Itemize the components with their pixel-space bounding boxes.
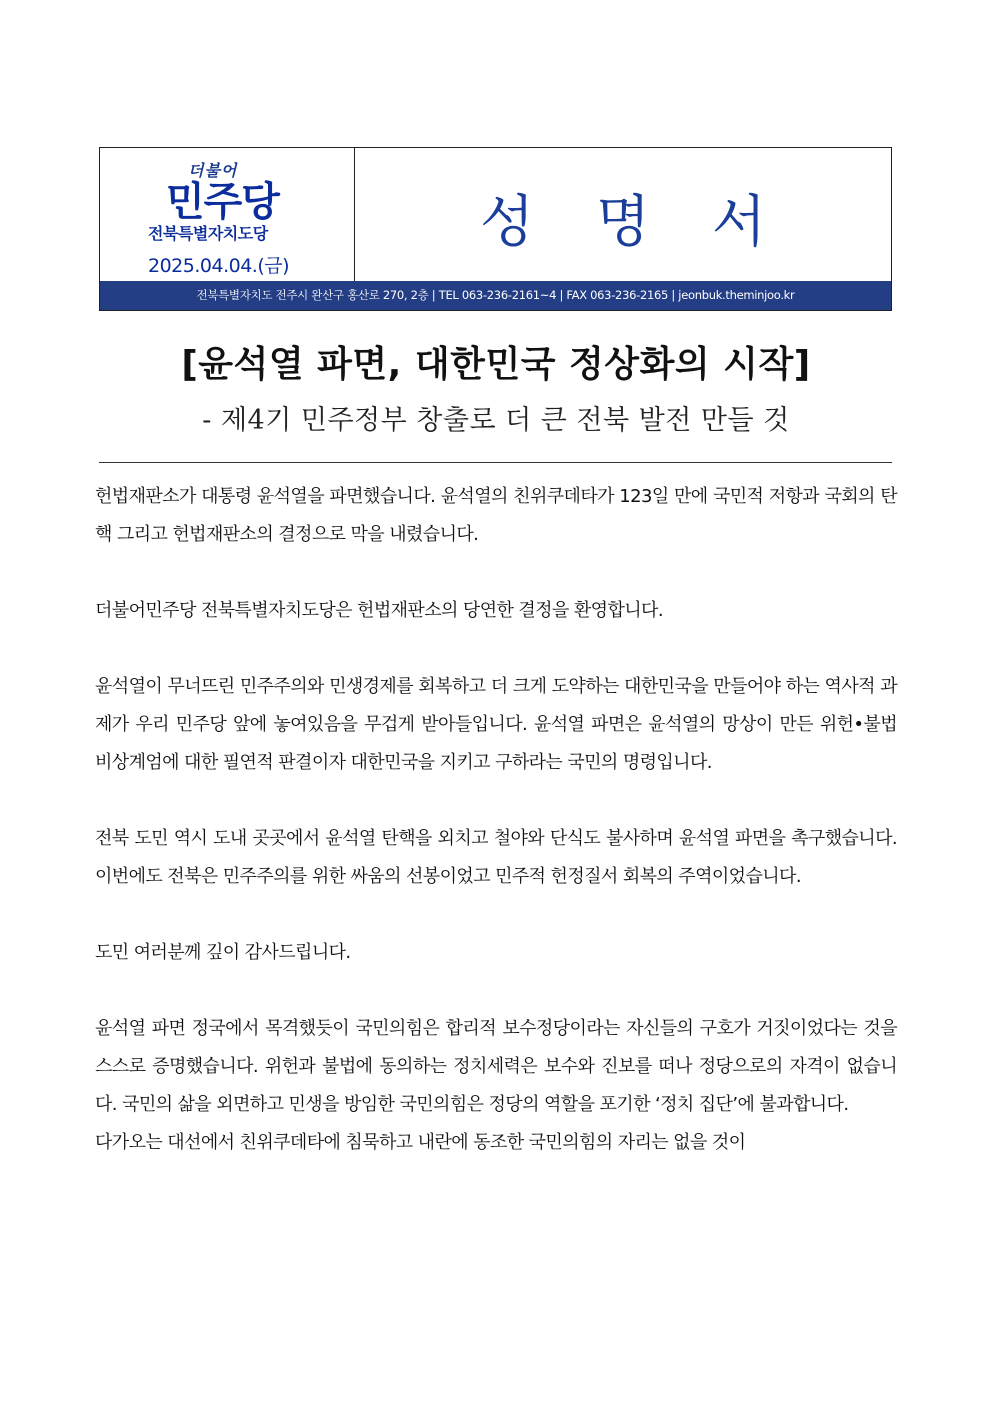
headline: [윤석열 파면, 대한민국 정상화의 시작] [181,344,811,385]
paragraph: 다가오는 대선에서 친위쿠데타에 침묵하고 내란에 동조한 국민의힘의 자리는 없을 것이 [95,1132,746,1153]
logo-branch-name: 전북특별자치도당 [148,224,268,243]
paragraph: 윤석열이 무너뜨린 민주주의와 민생경제를 회복하고 더 크게 도약하는 대한민국을 만들어야 하는 역사적 과제가 우리 민주당 앞에 놓여있음을 무겁게 받아들입니다. 윤석열 파면은 윤석열의 망상이 만든 위헌•불법 비상계엄에 대한 필연적 판결이자 대한민국을 지키고 구하라는 국민의 명령입니다. [95,676,897,773]
paragraph: 헌법재판소가 대통령 윤석열을 파면했습니다. 윤석열의 친위쿠데타가 123일 만에 국민적 저항과 국회의 탄핵 그리고 헌법재판소의 결정으로 막을 내렸습니다. [95,486,897,545]
letterhead [99,147,892,311]
letterhead-top [100,148,891,281]
contact-bar: 전북특별자치도 전주시 완산구 홍산로 270, 2층 | TEL 063-236-2161~4 | FAX 063-236-2165 | jeonbuk.theminjoo.kr [100,281,891,310]
paragraph: 전북 도민 역시 도내 곳곳에서 윤석열 탄핵을 외치고 철야와 단식도 불사하며 윤석열 파면을 촉구했습니다. 이번에도 전북은 민주주의를 위한 싸움의 선봉이었고 민주적 헌정질서 회복의 주역이었습니다. [95,828,897,887]
paragraph: 더불어민주당 전북특별자치도당은 헌법재판소의 당연한 결정을 환영합니다. [95,600,663,621]
divider [99,462,892,463]
logo-party-name: 민주당 [166,179,279,225]
logo-script-text: 더불어 [188,161,238,180]
paragraph: 도민 여러분께 깊이 감사드립니다. [95,942,351,963]
statement-date: 2025.04.04.(금) [148,255,290,277]
paragraph: 윤석열 파면 정국에서 목격했듯이 국민의힘은 합리적 보수정당이라는 자신들의 구호가 거짓이었다는 것을 스스로 증명했습니다. 위헌과 불법에 동의하는 정치세력은 보수와 진보를 떠나 정당으로의 자격이 없습니다. 국민의 삶을 외면하고 민생을 방임한 국민의힘은 정당의 역할을 포기한 ‘정치 집단’에 불과합니다. [95,1018,897,1115]
document-type-cell [355,148,891,281]
statement-body [95,478,897,1162]
document-type-title: 성 명 서 [480,190,788,255]
subheadline: - 제4기 민주정부 창출로 더 큰 전북 발전 만들 것 [202,405,790,436]
party-logo-block [100,148,355,281]
